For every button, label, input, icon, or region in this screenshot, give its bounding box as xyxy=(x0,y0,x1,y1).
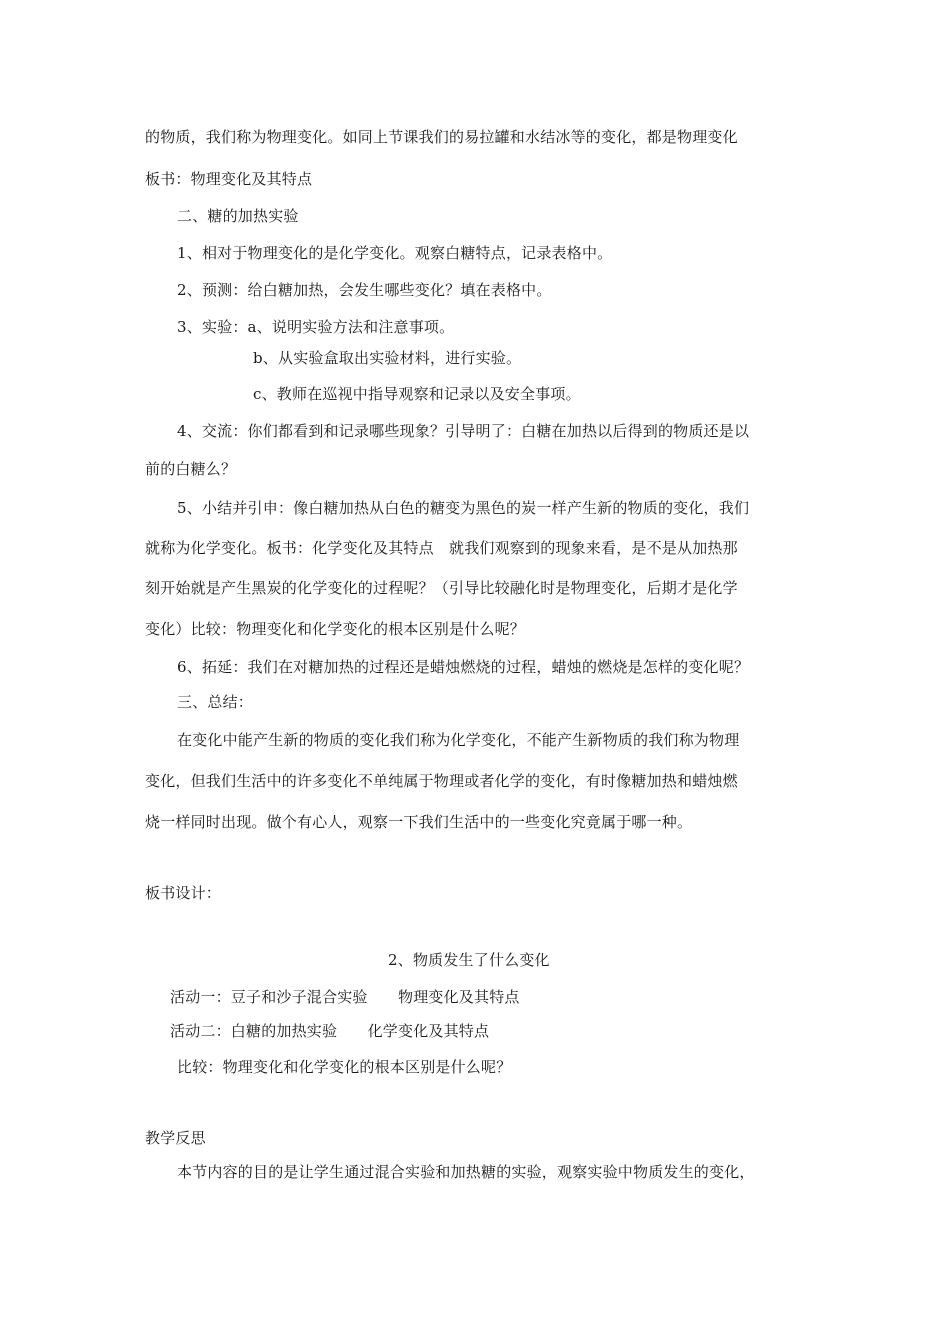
list-item: 1、相对于物理变化的是化学变化。观察白糖特点，记录表格中。 xyxy=(177,244,613,262)
reflection-paragraph-line: 本节内容的目的是让学生通过混合实验和加热糖的实验，观察实验中物质发生的变化， xyxy=(177,1163,755,1181)
paragraph-line: 就称为化学变化。板书：化学变化及其特点 就我们观察到的现象来看，是不是从加热那 xyxy=(145,539,738,557)
list-item: 4、交流：你们都看到和记录哪些现象？引导明了：白糖在加热以后得到的物质还是以 xyxy=(177,422,750,440)
list-item: 6、拓延：我们在对糖加热的过程还是蜡烛燃烧的过程，蜡烛的燃烧是怎样的变化呢？ xyxy=(177,658,750,676)
summary-paragraph-line: 烧一样同时出现。做个有心人，观察一下我们生活中的一些变化究竟属于哪一种。 xyxy=(145,813,693,831)
board-note-line: 板书：物理变化及其特点 xyxy=(145,170,313,188)
board-design-comparison: 比较：物理变化和化学变化的根本区别是什么呢？ xyxy=(177,1058,512,1076)
board-design-heading: 板书设计： xyxy=(145,884,222,902)
paragraph-line: 刻开始就是产生黑炭的化学变化的过程呢？（引导比较融化时是物理变化，后期才是化学 xyxy=(145,579,738,597)
board-design-activity: 活动一：豆子和沙子混合实验 物理变化及其特点 xyxy=(170,988,520,1006)
section-heading: 二、糖的加热实验 xyxy=(177,207,299,225)
paragraph-line: 的物质，我们称为物理变化。如同上节课我们的易拉罐和水结冰等的变化，都是物理变化 xyxy=(145,128,738,146)
list-item: 3、实验：a、说明实验方法和注意事项。 xyxy=(177,318,455,336)
list-item: 2、预测：给白糖加热，会发生哪些变化？填在表格中。 xyxy=(177,281,552,299)
list-item: 5、小结并引申：像白糖加热从白色的糖变为黑色的炭一样产生新的物质的变化，我们 xyxy=(177,499,750,517)
sub-list-item: b、从实验盒取出实验材料，进行实验。 xyxy=(253,349,522,367)
reflection-heading: 教学反思 xyxy=(145,1129,206,1147)
paragraph-line: 变化）比较：物理变化和化学变化的根本区别是什么呢？ xyxy=(145,620,526,638)
summary-paragraph-line: 在变化中能产生新的物质的变化我们称为化学变化，不能产生新物质的我们称为物理 xyxy=(177,731,740,749)
summary-paragraph-line: 变化，但我们生活中的许多变化不单纯属于物理或者化学的变化，有时像糖加热和蜡烛燃 xyxy=(145,772,738,790)
paragraph-line: 前的白糖么？ xyxy=(145,460,237,478)
board-design-title: 2、物质发生了什么变化 xyxy=(388,951,550,969)
section-heading: 三、总结： xyxy=(177,693,254,711)
sub-list-item: c、教师在巡视中指导观察和记录以及安全事项。 xyxy=(253,385,581,403)
board-design-activity: 活动二：白糖的加热实验 化学变化及其特点 xyxy=(170,1022,490,1040)
